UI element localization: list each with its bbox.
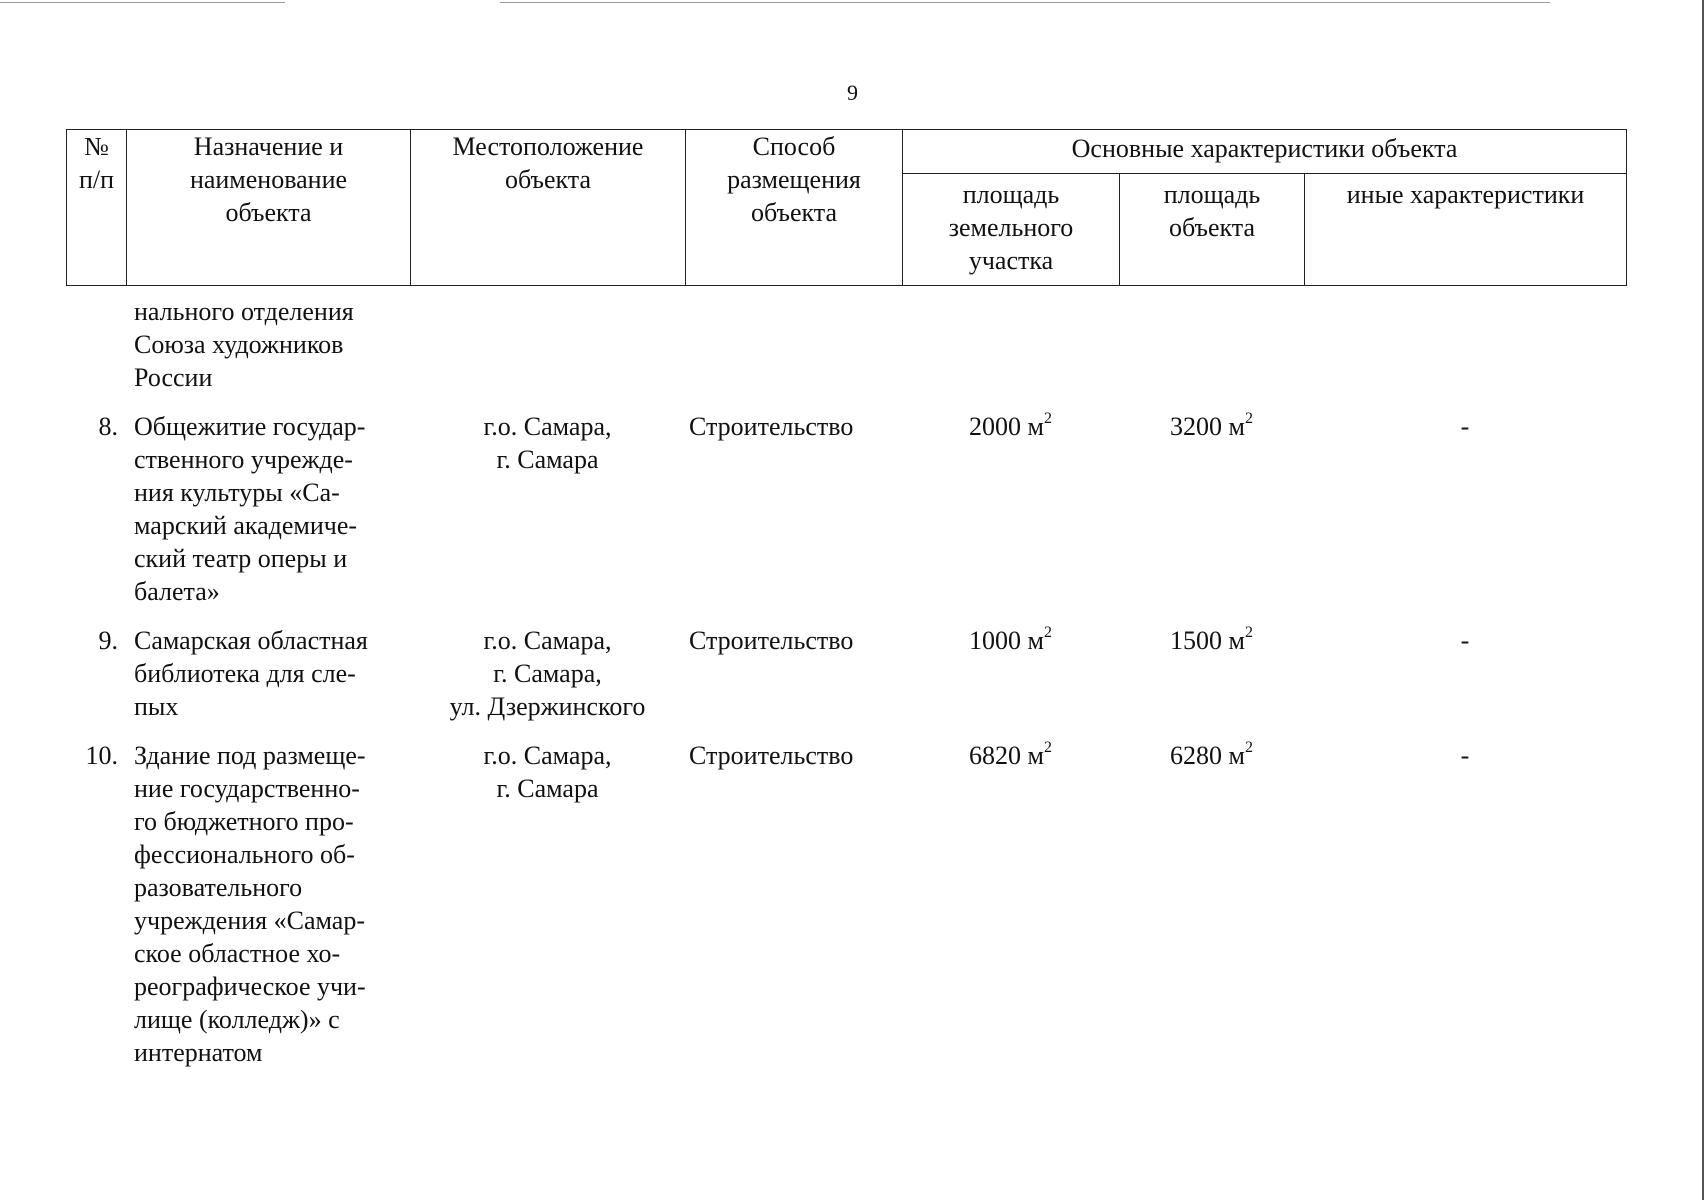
- object-location: г.о. Самара, г. Самара: [483, 412, 612, 474]
- scan-artifact-line: [0, 2, 285, 3]
- row-number: 10.: [85, 741, 118, 770]
- page-number: 9: [847, 80, 858, 105]
- object-location: г.о. Самара, г. Самара: [483, 741, 612, 803]
- placement-method: Строительство: [689, 626, 854, 655]
- row-number: 9.: [98, 626, 118, 655]
- table-row-continuation: [66, 291, 1626, 406]
- other-characteristics: -: [1460, 626, 1470, 655]
- header-main-characteristics: Основные характеристики объекта: [903, 130, 1627, 174]
- object-area: 1500 $м^2$: [1170, 624, 1253, 655]
- object-name: Самарская областная библиотека для сле- пых: [134, 626, 368, 721]
- scan-artifact-line: [500, 2, 1550, 3]
- header-other: иные характеристики: [1305, 174, 1627, 286]
- placement-method: Строительство: [689, 741, 854, 770]
- header-land-area: площадь земельного участка: [903, 174, 1120, 286]
- placement-method: Строительство: [689, 412, 854, 441]
- table-row: [66, 406, 1626, 620]
- table-header: [66, 129, 1627, 286]
- header-method: Способ размещения объекта: [686, 130, 903, 286]
- table-body: [66, 291, 1626, 1081]
- scan-edge-line: [1702, 0, 1704, 1200]
- other-characteristics: -: [1460, 412, 1470, 441]
- header-location: Местоположение объекта: [411, 130, 686, 286]
- continuation-name: нального отделения Союза художников России: [134, 297, 354, 392]
- land-area: 1000 $м^2$: [969, 624, 1052, 655]
- land-area: 6820 $м^2$: [969, 739, 1052, 770]
- object-name: Общежитие государ- ственного учрежде- ния культуры «Са- марский академиче- ский театр оперы и балета»: [134, 412, 366, 606]
- object-area: 6280 $м^2$: [1170, 739, 1253, 770]
- header-name: Назначение и наименование объекта: [127, 130, 411, 286]
- land-area: 2000 $м^2$: [969, 410, 1052, 441]
- table-row: [66, 735, 1626, 1081]
- other-characteristics: -: [1460, 741, 1470, 770]
- object-name: Здание под размеще- ние государственно- го бюджетного про- фессионального об- разовательного учреждения «Самар- ское областное хо- реографическое учи- лище (колледж)» с интернатом: [134, 741, 366, 1067]
- row-number: 8.: [98, 412, 118, 441]
- header-num: № п/п: [67, 130, 127, 286]
- header-object-area: площадь объекта: [1120, 174, 1305, 286]
- object-location: г.о. Самара, г. Самара, ул. Дзержинского: [449, 626, 646, 721]
- object-area: 3200 $м^2$: [1170, 410, 1253, 441]
- table-row: [66, 620, 1626, 735]
